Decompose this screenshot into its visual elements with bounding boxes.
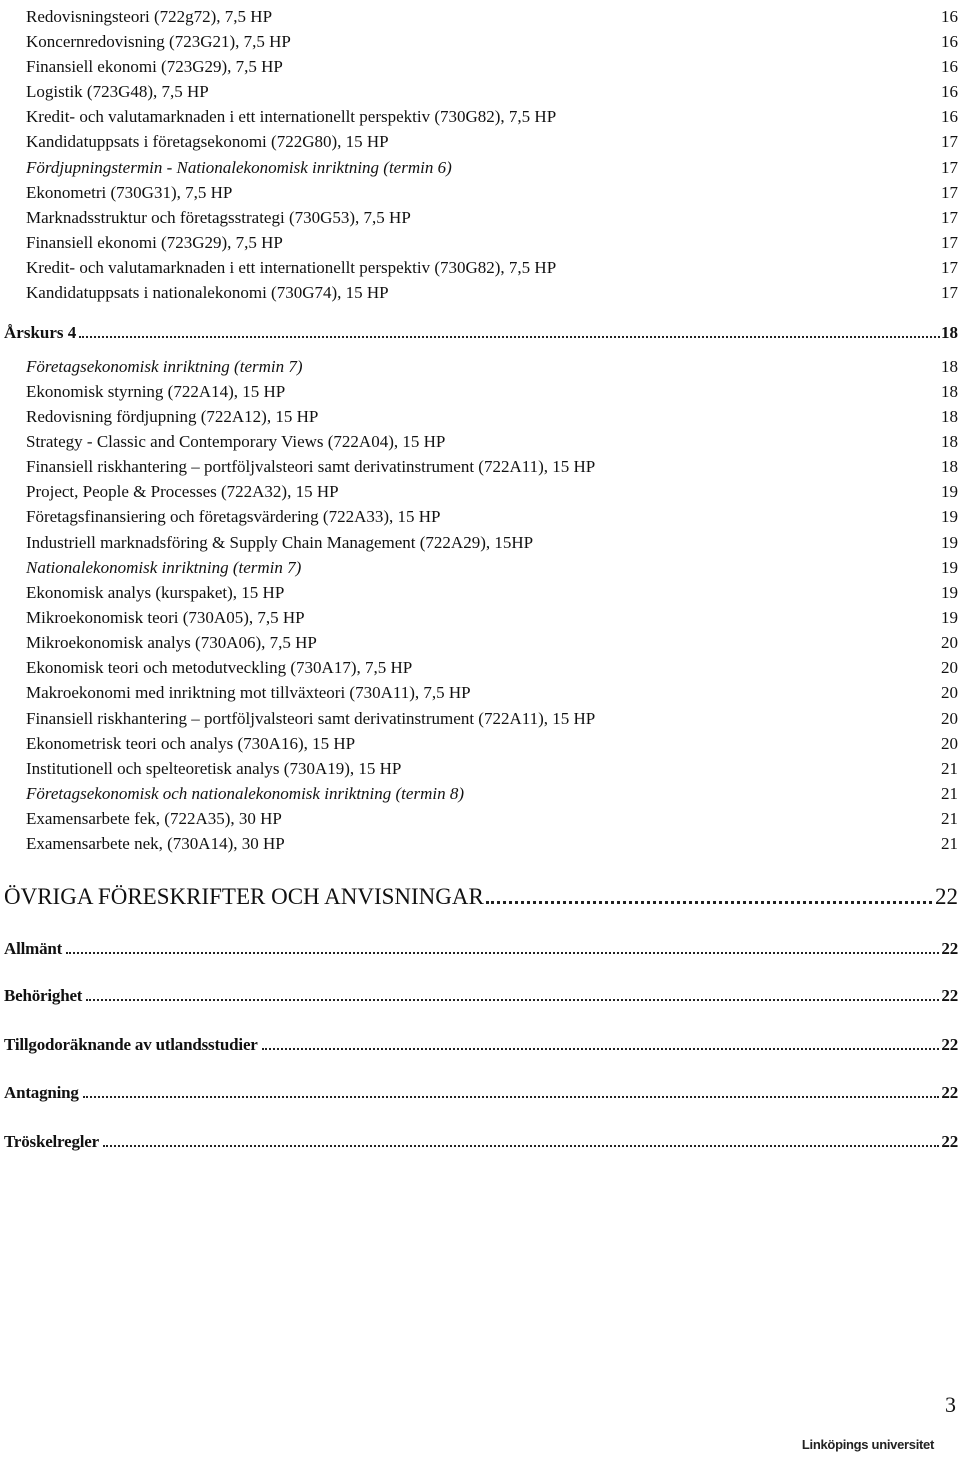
university-logo: Linköpings universitet — [801, 1437, 934, 1452]
toc-entry[interactable] — [26, 532, 958, 554]
toc-entry-label: Tröskelregler — [4, 1132, 99, 1151]
toc-entry-label: Antagning — [4, 1083, 79, 1102]
toc-entry-label: Ekonometri (730G31), 7,5 HP — [26, 183, 233, 202]
toc-entry[interactable] — [26, 406, 958, 428]
toc-entry-page: 18 — [941, 323, 958, 342]
toc-entry-page: 17 — [941, 183, 958, 202]
toc-entry-page: 20 — [941, 683, 958, 702]
toc-entry-label: Årskurs 4 — [4, 323, 77, 342]
toc-entry[interactable] — [26, 833, 958, 855]
toc-entry-page: 21 — [941, 784, 958, 803]
toc-entry-page: 16 — [941, 82, 958, 101]
toc-entry[interactable] — [26, 557, 958, 579]
toc-entry[interactable] — [26, 81, 958, 103]
toc-entry-page: 17 — [941, 132, 958, 151]
toc-entry-label: Mikroekonomisk teori (730A05), 7,5 HP — [26, 608, 305, 627]
toc-entry-label: Marknadsstruktur och företagsstrategi (730G53), 7,5 HP — [26, 208, 411, 227]
toc-entry-page: 19 — [941, 608, 958, 627]
toc-entry[interactable] — [26, 106, 958, 128]
toc-entry[interactable] — [26, 733, 958, 755]
toc-entry-page: 18 — [941, 407, 958, 426]
toc-leader — [66, 952, 939, 954]
toc-entry-page: 19 — [941, 482, 958, 501]
toc-entry[interactable] — [26, 682, 958, 704]
toc-entry-label: Redovisningsteori (722g72), 7,5 HP — [26, 7, 273, 26]
toc-entry-label: Redovisning fördjupning (722A12), 15 HP — [26, 407, 319, 426]
toc-entry-page: 21 — [941, 834, 958, 853]
toc-entry-label: Kredit- och valutamarknaden i ett internationellt perspektiv (730G82), 7,5 HP — [26, 258, 557, 277]
toc-entry-label: Allmänt — [4, 939, 63, 958]
toc-entry[interactable] — [26, 481, 958, 503]
toc-entry-page: 16 — [941, 107, 958, 126]
toc-entry-page: 17 — [941, 283, 958, 302]
toc-entry-label: Finansiell riskhantering – portföljvalsteori samt derivatinstrument (722A11), 15 HP — [26, 709, 596, 728]
toc-entry[interactable] — [4, 882, 958, 912]
toc-entry-label: Finansiell riskhantering – portföljvalsteori samt derivatinstrument (722A11), 15 HP — [26, 457, 596, 476]
toc-entry-label: Strategy - Classic and Contemporary Views (722A04), 15 HP — [26, 432, 446, 451]
toc-entry-page: 18 — [941, 382, 958, 401]
toc-entry-page: 20 — [941, 709, 958, 728]
toc-entry[interactable] — [26, 131, 958, 153]
toc-entry-label: Mikroekonomisk analys (730A06), 7,5 HP — [26, 633, 317, 652]
toc-entry-label: Ekonomisk teori och metodutveckling (730A17), 7,5 HP — [26, 658, 413, 677]
toc-entry[interactable] — [4, 322, 958, 344]
toc-entry-page: 20 — [941, 734, 958, 753]
toc-entry-page: 19 — [941, 533, 958, 552]
toc-entry-label: Kandidatuppsats i nationalekonomi (730G74), 15 HP — [26, 283, 389, 302]
toc-entry-label: Project, People & Processes (722A32), 15 HP — [26, 482, 339, 501]
toc-entry-label: Finansiell ekonomi (723G29), 7,5 HP — [26, 233, 283, 252]
toc-entry-page: 19 — [941, 558, 958, 577]
toc-entry[interactable] — [26, 758, 958, 780]
toc-entry[interactable] — [26, 582, 958, 604]
toc-entry[interactable] — [26, 182, 958, 204]
toc-entry-page: 22 — [941, 1132, 958, 1151]
toc-entry-page: 16 — [941, 57, 958, 76]
toc-entry-label: ÖVRIGA FÖRESKRIFTER OCH ANVISNINGAR — [4, 884, 484, 909]
toc-entry-label: Koncernredovisning (723G21), 7,5 HP — [26, 32, 291, 51]
toc-entry[interactable] — [26, 456, 958, 478]
toc-entry-label: Logistik (723G48), 7,5 HP — [26, 82, 209, 101]
toc-entry-label: Institutionell och spelteoretisk analys (730A19), 15 HP — [26, 759, 402, 778]
toc-entry[interactable] — [26, 207, 958, 229]
toc-entry-label: Ekonomisk analys (kurspaket), 15 HP — [26, 583, 285, 602]
toc-entry-label: Kredit- och valutamarknaden i ett internationellt perspektiv (730G82), 7,5 HP — [26, 107, 557, 126]
toc-entry-page: 16 — [941, 32, 958, 51]
toc-entry[interactable] — [26, 783, 958, 805]
toc-entry[interactable] — [4, 985, 958, 1007]
toc-leader — [86, 999, 939, 1001]
toc-entry[interactable] — [26, 31, 958, 53]
toc-entry-label: Företagsfinansiering och företagsvärdering (722A33), 15 HP — [26, 507, 441, 526]
toc-entry-page: 22 — [941, 939, 958, 958]
toc-entry-label: Företagsekonomisk inriktning (termin 7) — [26, 357, 303, 376]
toc-entry-page: 17 — [941, 208, 958, 227]
toc-entry[interactable] — [26, 708, 958, 730]
toc-entry[interactable] — [26, 607, 958, 629]
toc-entry-label: Makroekonomi med inriktning mot tillväxteori (730A11), 7,5 HP — [26, 683, 471, 702]
toc-entry[interactable] — [26, 56, 958, 78]
toc-entry-page: 22 — [941, 1035, 958, 1054]
toc-entry[interactable] — [26, 356, 958, 378]
toc-entry-page: 19 — [941, 507, 958, 526]
toc-entry-page: 22 — [941, 986, 958, 1005]
toc-entry[interactable] — [26, 157, 958, 179]
toc-entry-page: 21 — [941, 809, 958, 828]
toc-entry[interactable] — [26, 6, 958, 28]
toc-entry-page: 20 — [941, 633, 958, 652]
toc-leader — [262, 1048, 940, 1050]
toc-leader — [83, 1096, 940, 1098]
toc-entry-page: 17 — [941, 233, 958, 252]
toc-entry-label: Kandidatuppsats i företagsekonomi (722G80), 15 HP — [26, 132, 389, 151]
toc-entry-label: Behörighet — [4, 986, 83, 1005]
toc-entry-page: 18 — [941, 432, 958, 451]
toc-entry-label: Finansiell ekonomi (723G29), 7,5 HP — [26, 57, 283, 76]
toc-entry[interactable] — [26, 808, 958, 830]
toc-entry-label: Ekonometrisk teori och analys (730A16), 15 HP — [26, 734, 356, 753]
toc-entry-page: 22 — [941, 1083, 958, 1102]
toc-entry-label: Examensarbete fek, (722A35), 30 HP — [26, 809, 282, 828]
toc-entry[interactable] — [26, 506, 958, 528]
toc-entry-label: Ekonomisk styrning (722A14), 15 HP — [26, 382, 286, 401]
toc-entry[interactable] — [26, 431, 958, 453]
toc-entry-page: 18 — [941, 457, 958, 476]
toc-entry[interactable] — [4, 1131, 958, 1153]
toc-leader — [486, 901, 932, 904]
toc-entry-page: 21 — [941, 759, 958, 778]
toc-entry-page: 17 — [941, 158, 958, 177]
toc-entry-page: 19 — [941, 583, 958, 602]
toc-entry-page: 22 — [935, 884, 958, 909]
toc-entry-label: Fördjupningstermin - Nationalekonomisk inriktning (termin 6) — [26, 158, 452, 177]
toc-entry-label: Tillgodoräknande av utlandsstudier — [4, 1035, 258, 1054]
toc-leader — [79, 336, 940, 338]
toc-entry[interactable] — [4, 938, 958, 960]
toc-entry-page: 20 — [941, 658, 958, 677]
toc-entry[interactable] — [26, 257, 958, 279]
toc-entry-page: 17 — [941, 258, 958, 277]
toc-entry-label: Företagsekonomisk och nationalekonomisk inriktning (termin 8) — [26, 784, 464, 803]
toc-entry-page: 16 — [941, 7, 958, 26]
toc-entry-page: 18 — [941, 357, 958, 376]
toc-entry-label: Nationalekonomisk inriktning (termin 7) — [26, 558, 302, 577]
toc-entry-label: Examensarbete nek, (730A14), 30 HP — [26, 834, 285, 853]
toc-entry[interactable] — [26, 232, 958, 254]
toc-leader — [103, 1145, 939, 1147]
toc-entry[interactable] — [26, 657, 958, 679]
toc-entry[interactable] — [4, 1034, 958, 1056]
toc-entry-label: Industriell marknadsföring & Supply Chain Management (722A29), 15HP — [26, 533, 534, 552]
toc-entry[interactable] — [26, 282, 958, 304]
toc-entry[interactable] — [26, 381, 958, 403]
page-number: 3 — [945, 1392, 956, 1417]
toc-entry[interactable] — [26, 632, 958, 654]
toc-entry[interactable] — [4, 1082, 958, 1104]
